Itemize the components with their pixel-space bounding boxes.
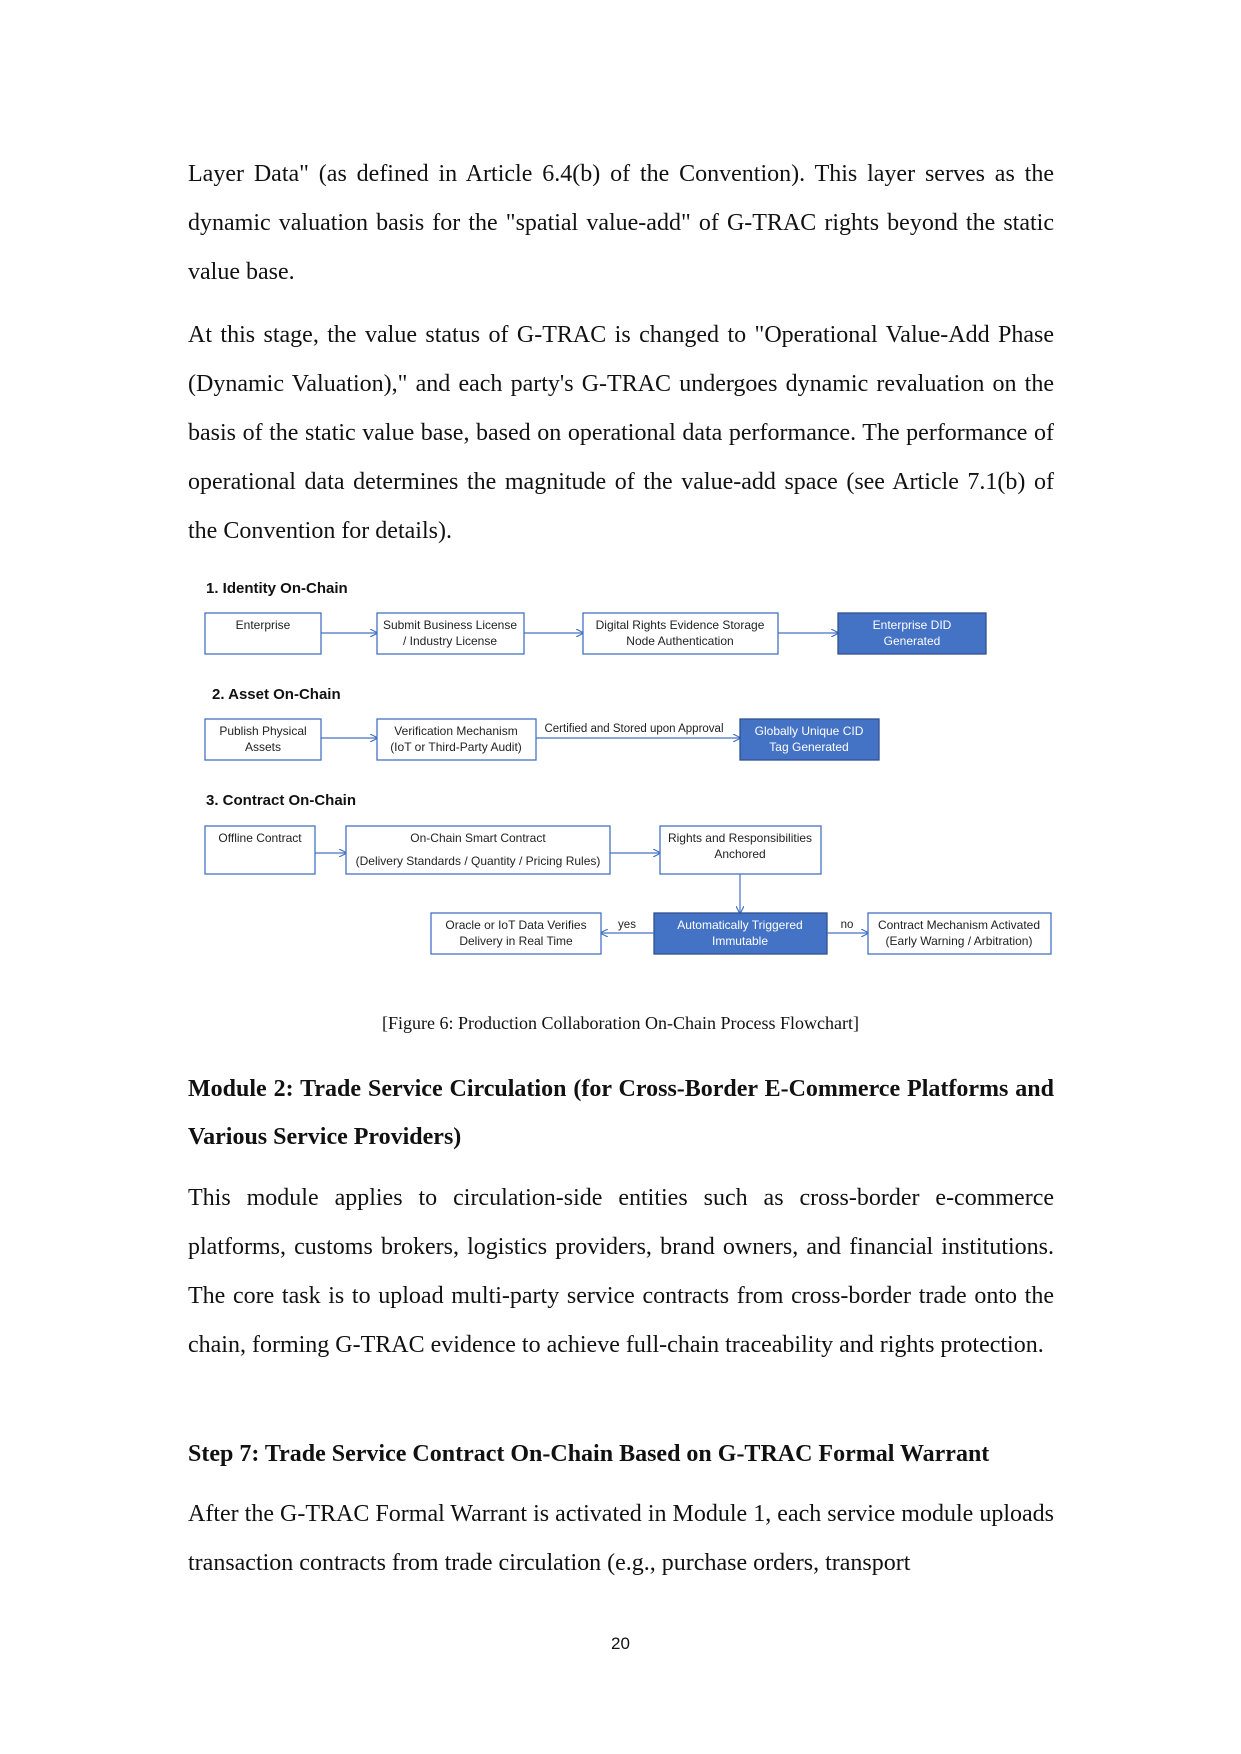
auto-triggered-line1: Automatically Triggered	[677, 918, 803, 932]
mechanism-activated-box	[868, 913, 1051, 954]
publish-assets-box	[205, 719, 321, 760]
submit-license-box	[377, 613, 524, 654]
publish-assets-line2: Assets	[244, 740, 282, 754]
paragraph-layer-data: Layer Data" (as defined in Article 6.4(b) of the Convention). This layer serves as the dynamic valuation basis for the "spatial value-add" of G-TRAC rights beyond the static value base.	[188, 161, 1054, 285]
figure-caption: [Figure 6: Production Collaboration On-Chain Process Flowchart]	[382, 1013, 859, 1033]
enterprise-did-line2: Generated	[883, 634, 941, 648]
publish-assets-line1: Publish Physical	[219, 724, 307, 738]
smart-contract-box	[346, 826, 610, 874]
verification-line2: (IoT or Third-Party Audit)	[390, 740, 522, 754]
enterprise-did-box	[838, 613, 986, 654]
module2-heading: Module 2: Trade Service Circulation (for Cross-Border E-Commerce Platforms and Various Service Providers)	[188, 1076, 1054, 1150]
rights-anchored-line1: Rights and Responsibilities	[667, 831, 813, 845]
enterprise-did-line1: Enterprise DID	[872, 618, 952, 632]
offline-contract-box	[205, 826, 315, 874]
rights-anchored-line2: Anchored	[714, 847, 766, 861]
oracle-verifies-line1: Oracle or IoT Data Verifies	[445, 918, 587, 932]
no-label: no	[840, 919, 854, 931]
page-number: 20	[611, 1634, 630, 1653]
paragraph-step7: After the G-TRAC Formal Warrant is activated in Module 1, each service module uploads transaction contracts from trade circulation (e.g., purchase orders, transport	[188, 1501, 1054, 1576]
evidence-storage-line1: Digital Rights Evidence Storage	[595, 618, 765, 632]
submit-license-line1: Submit Business License	[382, 618, 518, 632]
enterprise-label: Enterprise	[235, 618, 291, 632]
cid-tag-line1: Globally Unique CID	[754, 724, 864, 738]
paragraph-module2-scope: This module applies to circulation-side entities such as cross-border e-commerce platforms, customs brokers, logistics providers, brand owners, and financial institutions. The core task is to upload multi-party service contracts from cross-border trade onto the chain, forming G-TRAC evidence to achieve full-chain traceability and rights protection.	[188, 1185, 1054, 1358]
flowchart	[0, 570, 1241, 970]
step7-heading: Step 7: Trade Service Contract On-Chain Based on G-TRAC Formal Warrant	[188, 1441, 990, 1467]
smart-contract-line2: (Delivery Standards / Quantity / Pricing Rules)	[355, 854, 601, 868]
verification-box	[377, 719, 536, 760]
mechanism-activated-line2: (Early Warning / Arbitration)	[885, 934, 1033, 948]
approval-arrow-label: Certified and Stored upon Approval	[544, 723, 724, 735]
auto-triggered-line2: Immutable	[711, 934, 769, 948]
auto-triggered-box	[654, 913, 827, 954]
evidence-storage-box	[583, 613, 778, 654]
cid-tag-box	[740, 719, 879, 760]
enterprise-box	[205, 613, 321, 654]
rights-anchored-box	[660, 826, 821, 874]
section-title-asset: 2. Asset On-Chain	[212, 686, 341, 703]
paragraph-value-status: At this stage, the value status of G-TRAC is changed to "Operational Value-Add Phase (Dynamic Valuation)," and each party's G-TRAC undergoes dynamic revaluation on the basis of the static value base, based on operational data performance. The performance of operational data determines the magnitude of the value-add space (see Article 7.1(b) of the Convention for details).	[188, 322, 1054, 544]
section-title-identity: 1. Identity On-Chain	[206, 580, 348, 597]
mechanism-activated-line1: Contract Mechanism Activated	[877, 918, 1041, 932]
smart-contract-line1: On-Chain Smart Contract	[410, 831, 546, 845]
yes-label: yes	[618, 919, 636, 931]
oracle-verifies-line2: Delivery in Real Time	[459, 934, 573, 948]
cid-tag-line2: Tag Generated	[769, 740, 849, 754]
verification-line1: Verification Mechanism	[394, 724, 518, 738]
submit-license-line2: / Industry License	[402, 634, 498, 648]
offline-contract-label: Offline Contract	[218, 831, 302, 845]
evidence-storage-line2: Node Authentication	[626, 634, 734, 648]
section-title-contract: 3. Contract On-Chain	[206, 792, 357, 809]
oracle-verifies-box	[431, 913, 601, 954]
